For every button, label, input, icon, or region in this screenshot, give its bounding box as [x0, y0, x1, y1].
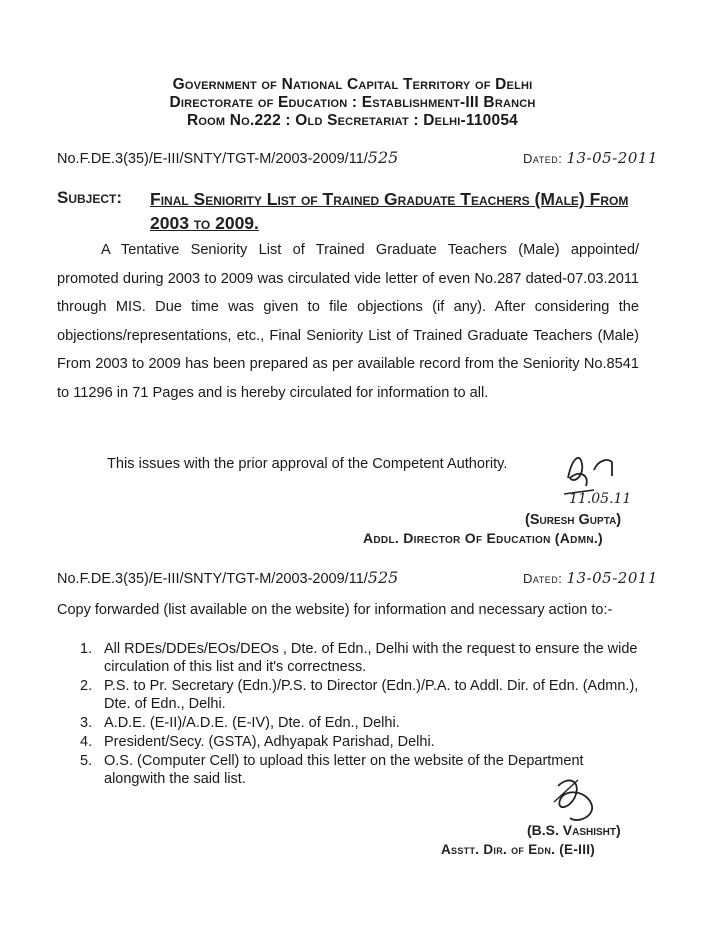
list-item-number: 3.: [80, 715, 93, 731]
copy-reference-number: [57, 568, 398, 587]
list-item: [80, 677, 645, 713]
list-item-text: All RDEs/DDEs/EOs/DEOs , Dte. of Edn., Delhi with the request to ensure the wide circulation of this list and it's correctness.: [104, 641, 638, 675]
dated-handwritten: 13-05-2011: [566, 149, 658, 167]
list-item-text: President/Secy. (GSTA), Adhyapak Parishad, Delhi.: [104, 734, 435, 750]
copy-dated-handwritten: 13-05-2011: [566, 569, 658, 587]
signatory2-name: (B.S. Vashisht): [527, 822, 621, 838]
distribution-list: [80, 640, 645, 789]
dated-label: Dated:: [523, 151, 563, 166]
signatory1-name: (Suresh Gupta): [525, 512, 622, 528]
signatory2-designation: Asstt. Dir. of Edn. (E-III): [441, 842, 596, 857]
copy-dated: [523, 569, 658, 587]
signature-date-1: 11.05.11: [569, 491, 632, 507]
list-item-number: 1.: [80, 641, 93, 657]
reference-number: [57, 148, 398, 167]
body-paragraph: A Tentative Seniority List of Trained Graduate Teachers (Male) appointed/ promoted during 2003 to 2009 was circulated vide letter of even No.287 dated-07.03.2011 through MIS. Due time was given to file objections (if any). After considering the objections/representations, etc., Final Seniority List of Trained Graduate Teachers (Male) From 2003 to 2009 has been prepared as per available record from the Seniority No.8541 to 11296 in 71 Pages and is hereby circulated for information to all.: [57, 242, 639, 401]
list-item: [80, 640, 645, 676]
copy-reference-handwritten-number: 525: [367, 568, 399, 587]
list-item-text: P.S. to Pr. Secretary (Edn.)/P.S. to Director (Edn.)/P.A. to Addl. Dir. of Edn. (Admn.), Dte. of Edn., Delhi.: [104, 678, 639, 712]
list-item-number: 5.: [80, 753, 93, 769]
header-address: Room No.222 : Old Secretariat : Delhi-110054: [187, 112, 518, 129]
copy-reference-number-text: No.F.DE.3(35)/E-III/SNTY/TGT-M/2003-2009/11/: [57, 571, 368, 587]
copy-forwarded-intro: Copy forwarded (list available on the website) for information and necessary action to:-: [57, 602, 613, 618]
signatory1-designation: Addl. Director Of Education (Admn.): [363, 530, 604, 546]
header-government: Government of National Capital Territory of Delhi: [172, 76, 533, 93]
subject-label: Subject:: [57, 188, 123, 207]
subject-text: Final Seniority List of Trained Graduate Teachers (Male) From 2003 to 2009.: [150, 189, 629, 233]
list-item-number: 2.: [80, 678, 93, 694]
list-item-text: O.S. (Computer Cell) to upload this letter on the website of the Department alongwith the said list.: [104, 753, 584, 787]
header-directorate: Directorate of Education : Establishment-III Branch: [169, 94, 536, 111]
reference-handwritten-number: 525: [367, 148, 399, 167]
list-item: [80, 714, 645, 732]
reference-number-text: No.F.DE.3(35)/E-III/SNTY/TGT-M/2003-2009/11/: [57, 151, 368, 167]
dated: [523, 149, 658, 167]
copy-dated-label: Dated:: [523, 571, 563, 586]
list-item-number: 4.: [80, 734, 93, 750]
approval-line: This issues with the prior approval of the Competent Authority.: [107, 456, 508, 472]
list-item: [80, 733, 645, 751]
list-item-text: A.D.E. (E-II)/A.D.E. (E-IV), Dte. of Edn., Delhi.: [104, 715, 400, 731]
